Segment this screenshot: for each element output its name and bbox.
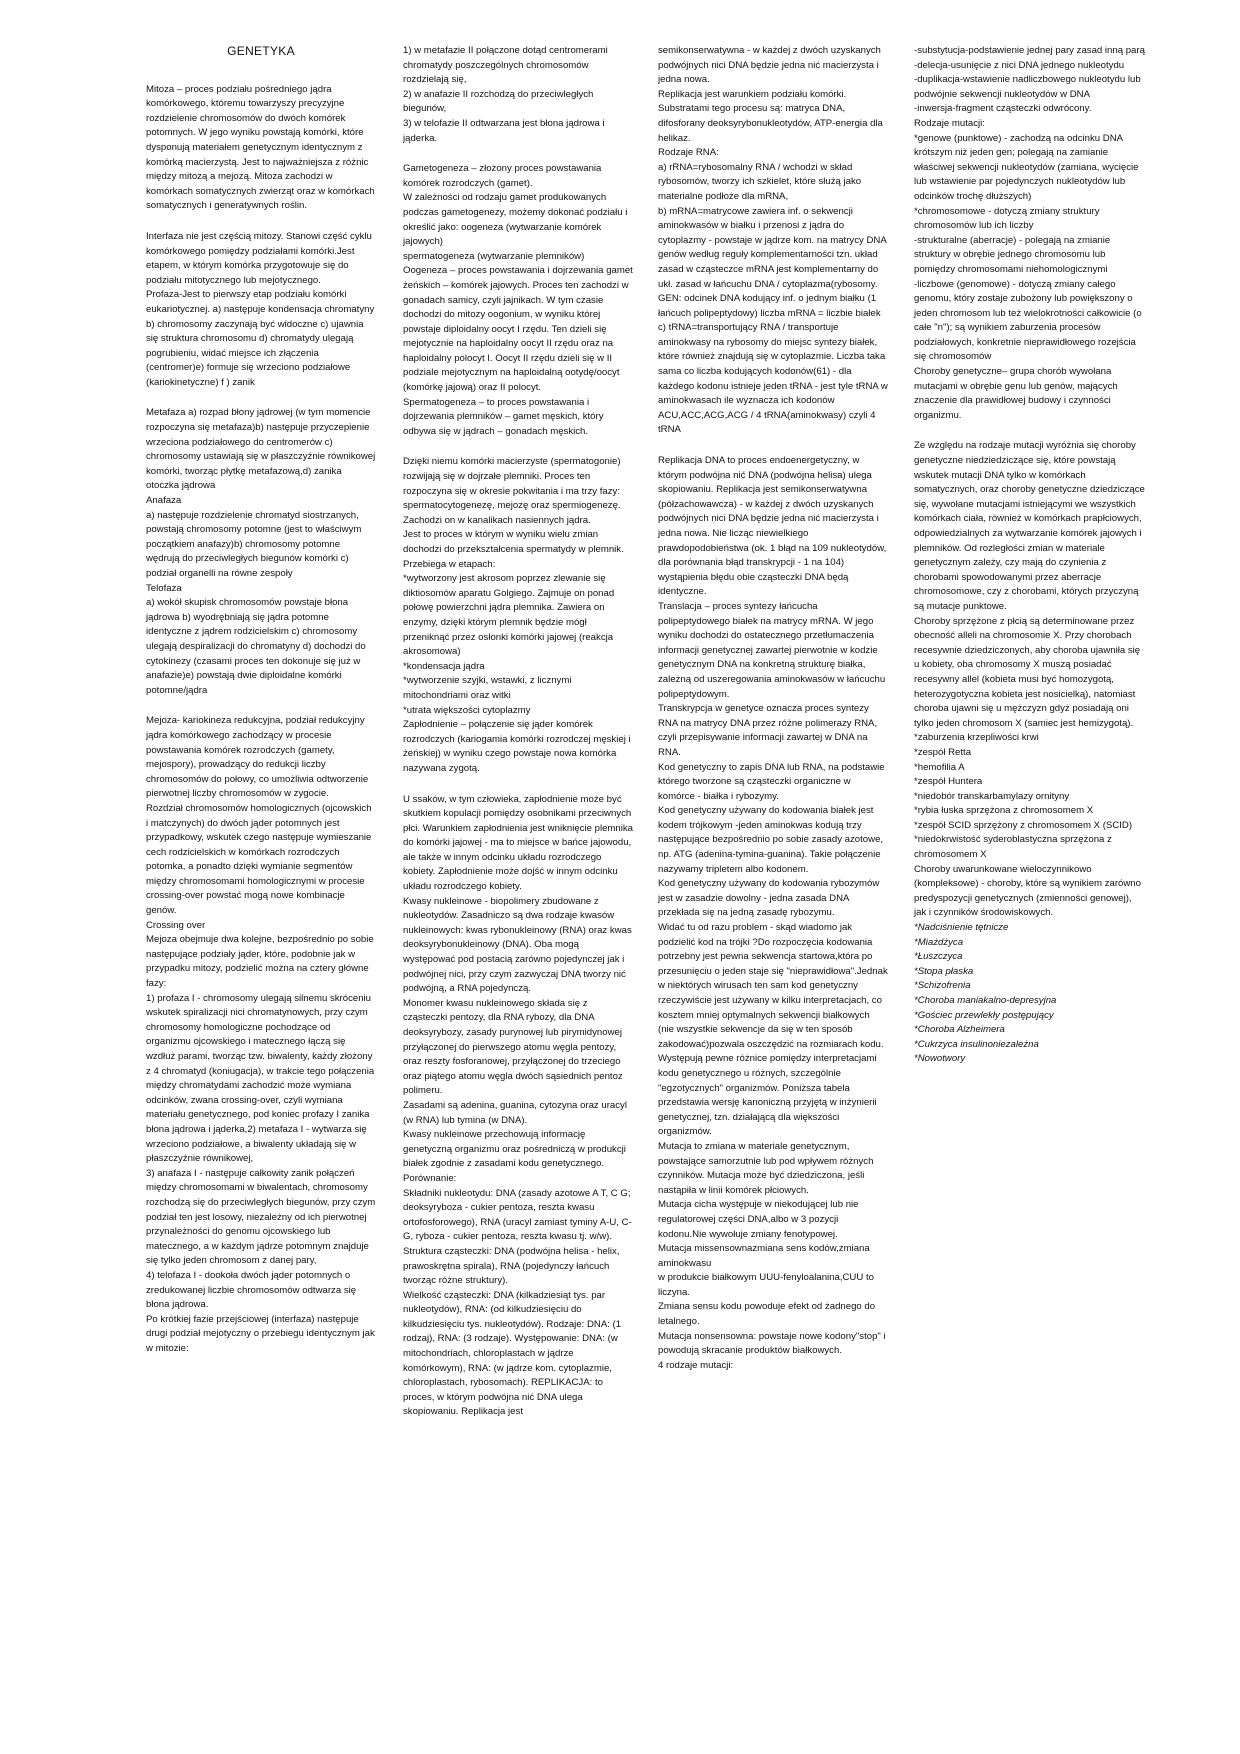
page-title: GENETYKA — [227, 44, 295, 58]
rodzaje-rna-paragraph: semikonserwatywna - w każdej z dwóch uzyskanych podwójnych nici DNA będzie jedna nić macierzysta i jedna nowa. Replikacja jest warunkiem podziału komórki. Substratami tego procesu są: matryca DNA, difosforany deoksyrybonukleotydów, ATP-energia dla helikaz. Rodzaje RNA: a) rRNA=rybosomalny RNA / wchodzi w skład rybosomów, tworzy ich szkielet, które służą jako materialne podłoże dla mRNA, b) mRNA=matrycowe zawiera inf. o sekwencji aminokwasów w białku i przenosi z jądra do cytoplazmy - powstaje w jądrze kom. na matrycy DNA genów według reguły komplementarności tzn. układ zasad w cząsteczce mRNA jest komplementarny do ukł. zasad w łańcuchu DNA / cytoplazma(rybosomy. GEN: odcinek DNA kodujący inf. o jednym białku (1 łańcuch polipeptydowy) liczba mRNA = liczbie białek c) tRNA=transportujący RNA / transportuje aminokwasy na rybosomy do miejsc syntezy białek, które również znajdują się w cytoplazmie. Liczba taka sama co liczba kodujących kodonów(61) - dla każdego kodonu istnieje jeden tRNA - jest tyle tRNA w aminokwasach ile wyznacza ich kodonów ACU,ACC,ACG,ACG / 4 tRNA(aminokwasy) czyli 4 tRNA — [658, 45, 888, 436]
metafaza-anafaza-telofaza-paragraph: Metafaza a) rozpad błony jądrowej (w tym momencie rozpoczyna się metafaza)b) następuje przyczepienie wrzeciona podziałowego do centromerów c) chromosomy ustawiają się w płaszczyźnie równikowej komórki, tworząc płytkę metafazową,d) zanika otoczka jądrowa Anafaza a) następuje rozdzielenie chromatyd siostrzanych, powstają chromosomy potomne (jest to właściwym początkiem anafazy)b) chromosomy potomne wędrują do przeciwległych biegunów komórki c) podział organelli na równe zespoły Telofaza a) wokół skupisk chromosomów powstaje błona jądrowa b) wyodrębniają się jądra potomne identyczne z jądrem rodzicielskim c) chromosomy ulegają despiralizacji do chromatyny d) dochodzi do cytokinezy (czasami proces ten dokonuje się już w anafazie)e) powstają dwie diploidalne komórki potomne/jądra — [146, 407, 376, 696]
column-2 — [403, 44, 633, 1420]
multifactorial-diseases-list: *Nadciśnienie tętnicze *Miażdżyca *Łuszczyca *Stopa płaska *Schizofrenia *Choroba maniakalno-depresyjna *Gościec przewlekły postępujący *Choroba Alzheimera *Cukrzyca insulinoniezależna *Nowotwory — [914, 922, 1057, 1065]
column-4 — [914, 44, 1146, 1067]
meiosis-ii-paragraph: 1) w metafazie II połączone dotąd centromerami chromatydy poszczególnych chromosomów rozdzielają się, 2) w anafazie II rozchodzą do przeciwległych biegunów, 3) w telofazie II odtwarzana jest błona jądrowa i jąderka. — [403, 45, 608, 144]
rodzaje-mutacji-paragraph: -substytucja-podstawienie jednej pary zasad inną parą -delecja-usunięcie z nici DNA jednego nukleotydu -duplikacja-wstawienie nadliczbowego nukleotydu lub podwójnie sekwencji nukleotydów w DNA -inwersja-fragment cząsteczki odwrócony. Rodzaje mutacji: *genowe (punktowe) - zachodzą na odcinku DNA krótszym niż jeden gen; polegają na zamianie właściwej sekwencji nukleotydów (zamiana, wycięcie lub wstawienie par pojedynczych nukleotydów lub odcinków trochę dłuższych) *chromosomowe - dotyczą zmiany struktury chromosomów lub ich liczby -strukturalne (aberracje) - polegają na zmianie struktury w obrębie jednego chromosomu lub pomiędzy chromosomami niehomologicznymi -liczbowe (genomowe) - dotyczą zmiany całego genomu, który zostaje zubożony lub powiększony o jeden chromosom lub też wielokrotności całkowicie (o całe "n"); są wynikiem zaburzenia procesów podziałowych, konkretnie nieprawidłowego rozejścia się chromosomów Choroby genetyczne– grupa chorób wywołana mutacjami w obrębie genu lub genów, mających znaczenie dla prawidłowej budowy i czynności organizmu. — [914, 45, 1145, 421]
spermiogeneza-paragraph: Dzięki niemu komórki macierzyste (spermatogonie) rozwijają się w dojrzałe plemniki. Proces ten rozpoczyna się w okresie pokwitania i ma trzy fazy: spermatocytogenezę, mejozę oraz spermiogenezę. Zachodzi on w kanalikach nasiennych jądra. Jest to proces w którym w wyniku wielu zmian dochodzi do przekształcenia spermatydy w plemnik. Przebiega w etapach: *wytworzony jest akrosom poprzez zlewanie się diktiosomów aparatu Golgiego. Zajmuje on ponad połowę powierzchni jądra plemnika. Zawiera on enzymy, dzięki którym plemnik będzie mógł przeniknąć przez osłonki komórki jajowej (reakcja akrosomowa) *kondensacja jądra *wytworzenie szyjki, wstawki, z licznymi mitochondriami oraz witki *utrata większości cytoplazmy Zapłodnienie – połączenie się jąder komórek rozrodczych (kariogamia komórki rozrodczej męskiej i żeńskiej) w wyniku czego powstaje nowa komórka nazywana zygotą. — [403, 456, 631, 774]
column-1 — [146, 44, 376, 1356]
choroby-genetyczne-paragraph: Ze względu na rodzaje mutacji wyróżnia się choroby genetyczne niedziedziczące się, które powstają wskutek mutacji DNA tylko w komórkach somatycznych, oraz choroby genetyczne dziedziczące się, wywołane mutacjami istniejącymi we wszystkich komórkach ciała, również w komórkach prapłciowych, odpowiedzialnych za wytwarzanie komórek jajowych i plemników. Od rozległości zmian w materiale genetycznym zależy, czy mają do czynienia z chorobami spowodowanymi przez aberracje chromosomowe, czy z chorobami, których przyczyną są mutacje punktowe. Choroby sprzężone z płcią są determinowane przez obecność alleli na chromosomie X. Przy chorobach recesywnie dziedziczonych, aby choroba ujawniła się u kobiety, oba chromosomy X muszą posiadać recesywny allel (kobieta musi być homozygotą, heterozygotyczna kobieta jest nosicielką), natomiast choroba ujawni się u mężczyzn gdyż posiadają oni tylko jeden chromosom X (samiec jest hemizygotą). *zaburzenia krzepliwości krwi *zespół Retta *hemofilia A *zespół Huntera *niedobór transkarbamylazy ornityny *rybia łuska sprzężona z chromosomem X *zespół SCID sprzężony z chromosomem X (SCID) *niedokrwistość syderoblastyczna sprzężona z chromosomem X Choroby uwarunkowane wieloczynnikowo (kompleksowe) - choroby, które są wynikiem zarówno predyspozycji genetycznych (zmienności genowej), jak i czynników środowiskowych. — [914, 440, 1145, 919]
column-3 — [658, 44, 888, 1373]
mitoza-paragraph: Mitoza – proces podziału pośredniego jądra komórkowego, któremu towarzyszy precyzyjne rozdzielenie chromosomów do dwóch komórek potomnych. W jego wyniku powstają komórki, które dysponują materiałem genetycznym identycznym z komórką macierzystą. Jest to najważniejsza z różnic między mitozą a mejozą. Mitoza zachodzi w komórkach somatycznych zwierząt oraz w komórkach somatycznych i generatywnych roślin. — [146, 83, 375, 212]
mejoza-paragraph: Mejoza- kariokineza redukcyjna, podział redukcyjny jądra komórkowego zachodzący w procesie powstawania komórek rozrodczych (gamety, mejospory), prowadzący do redukcji liczby chromosomów do połowy, co umożliwia odtworzenie pierwotnej liczby chromosomów w zygocie. Rozdział chromosomów homologicznych (ojcowskich i matczynych) do dwóch jąder potomnych jest przypadkowy, wskutek czego następuje wymieszanie cech rodzicielskich w komórkach rozrodczych potomka, a ponadto dzięki wymianie segmentów między chromosomami homologicznymi w procesie crossing-over powstać mogą nowe kombinacje genów. Crossing over Mejoza obejmuje dwa kolejne, bezpośrednio po sobie następujące podziały jąder, które, podobnie jak w przypadku mitozy, podzielić można na cztery główne fazy: 1) profaza I - chromosomy ulegają silnemu skróceniu wskutek spiralizacji nici chromatynowych, przy czym chromosomy homologiczne pochodzące od organizmu ojcowskiego i matecznego łączą się wzdłuż parami, tworząc tzw. biwalenty, każdy złożony z 4 chromatyd (koniugacja), w trakcie tego połączenia między chromatydami zachodzić może wymiana odcinków, zwana crossing-over, czyli wymiana materiału genetycznego, pod koniec profazy I zanika błona jądrowa i jąderka,2) metafaza I - wytwarza się wrzeciono podziałowe, a biwalenty układają się w płaszczyźnie równikowej, 3) anafaza I - następuje całkowity zanik połączeń między chromosomami w biwalentach, chromosomy rozchodzą się do przeciwległych biegunów, przy czym podział ten jest losowy, niezależny od ich pierwotnej przynależności do genomu ojcowskiego lub matecznego, a w każdym jądrze potomnym znajduje się tylko jeden chromosom z danej pary, 4) telofaza I - dookoła dwóch jąder potomnych o zredukowanej liczbie chromosomów odtwarza się błona jądrowa. Po krótkiej fazie przejściowej (interfaza) następuje drugi podział mejotyczny o przebiegu identycznym jak w mitozie: — [146, 715, 376, 1354]
kwasy-nukleinowe-paragraph: U ssaków, w tym człowieka, zapłodnienie może być skutkiem kopulacji pomiędzy osobnikami przeciwnych płci. Warunkiem zapłodnienia jest wniknięcie plemnika do komórki jajowej - ma to miejsce w bańce jajowodu, ale także w innym odcinku układu rozrodczego kobiety. Zapłodnienie może dojść w innym odcinku układu rozrodczego kobiety. Kwasy nukleinowe - biopolimery zbudowane z nukleotydów. Zasadniczo są dwa rodzaje kwasów nukleinowych: kwas rybonukleinowy (RNA) oraz kwas deoksyrybonukleinowy (DNA). Oba mogą występować pod postacią zarówno pojedynczej jak i podwójnej nici, przy czym zazwyczaj DNA tworzy nić podwójną, a RNA pojedynczą. Monomer kwasu nukleinowego składa się z cząsteczki pentozy, dla RNA rybozy, dla DNA deoksyrybozy, zasady purynowej lub pirymidynowej przyłączonej do pierwszego atomu węgla pentozy, oraz reszty fosforanowej, przyłączonej do trzeciego oraz piątego atomu węgla dwóch sąsiednich pentoz polimeru. Zasadami są adenina, guanina, cytozyna oraz uracyl (w RNA) lub tymina (w DNA). Kwasy nukleinowe przechowują informację genetyczną organizmu oraz pośredniczą w produkcji białek zgodnie z zasadami kodu genetycznego. Porównanie: Składniki nukleotydu: DNA (zasady azotowe A T, C G; deoksyryboza - cukier pentoza, reszta kwasu ortofosforowego), RNA (uracyl zamiast tyminy A-U, C-G, ryboza - cukier pentoza, reszta kwasu tj. w/w). Struktura cząsteczki: DNA (podwójna helisa - helix, prawoskrętna spirala), RNA (pojedynczy łańcuch tworząc różne struktury). Wielkość cząsteczki: DNA (kilkadziesiąt tys. par nukleotydów), RNA: (od kilkudziesięciu do kilkudziesięciu tys. nukleotydów). Rodzaje: DNA: (1 rodzaj), RNA: (3 rodzaje). Występowanie: DNA: (w mitochondriach, chloroplastach w jądrze komórkowym), RNA: (w jądrze kom. cytoplazmie, chloroplastach, rybosomach). REPLIKACJA: to proces, w którym podwójna nić DNA ulega skopiowaniu. Replikacja jest — [403, 793, 634, 1418]
gametogeneza-paragraph: Gametogeneza – złożony proces powstawania komórek rozrodczych (gamet). W zależności od rodzaju gamet produkowanych podczas gametogenezy, możemy dokonać podziału i określić jako: oogeneza (wytwarzanie komórek jajowych) spermatogeneza (wytwarzanie plemników) Oogeneza – proces powstawania i dojrzewania gamet żeńskich – komórek jajowych. Proces ten zachodzi w gonadach samicy, czyli jajnikach. W tym czasie dochodzi do mitozy oogonium, w wyniku której powstaje diploidalny oocyt I rzędu. Ten dzieli się mejotycznie na haploidalny oocyt II rzędu oraz na haploidalny polocyt I. Oocyt II rzędu dzieli się w II podziale mejotycznym na haploidalną ootydę/oocyt (komórkę jajową) oraz II polocyt. Spermatogeneza – to proces powstawania i dojrzewania plemników – gamet męskich, który odbywa się w jądrach – gonadach męskich. — [403, 163, 633, 437]
replikacja-mutacje-paragraph: Replikacja DNA to proces endoenergetyczny, w którym podwójna nić DNA (podwójna helisa) ulega skopiowaniu. Replikacja jest semikonserwatywna (półzachowawcza) - w każdej z dwóch uzyskanych podwójnych nici DNA będzie jedna nić macierzysta i jedna nowa. Nie licząc niewielkiego prawdopodobieństwa (ok. 1 błąd na 109 nukleotydów, dla porównania błąd transkrypcji - 1 na 104) wystąpienia błędu obie cząsteczki DNA będą identyczne. Translacja – proces syntezy łańcucha polipeptydowego białek na matrycy mRNA. W jego wyniku dochodzi do ostatecznego przetłumaczenia informacji genetycznej zawartej pierwotnie w kodzie genetycznym DNA na konkretną strukturę białka, zależną od uszeregowania aminokwasów w łańcuchu polipeptydowym. Transkrypcja w genetyce oznacza proces syntezy RNA na matrycy DNA przez różne polimerazy RNA, czyli przepisywanie informacji zawartej w DNA na RNA. Kod genetyczny to zapis DNA lub RNA, na podstawie którego tworzone są cząsteczki organiczne w komórce - białka i rybozymy. Kod genetyczny używany do kodowania białek jest kodem trójkowym -jeden aminokwas kodują trzy następujące bezpośrednio po sobie zasady azotowe, np. ATG (adenina-tymina-guanina). Takie połączenie nazywamy tripletem albo kodonem. Kod genetyczny używany do kodowania rybozymów jest w zasadzie dowolny - jedna zasada DNA przekłada się na jedną zasadę rybozymu. Widać tu od razu problem - skąd wiadomo jak podzielić kod na trójki ?Do rozpoczęcia kodowania potrzebny jest pewna sekwencja startowa,która po przesunięciu o jeden staje się "nieprawidłowa".Jednak w niektórych wirusach ten sam kod genetyczny rzeczywiście jest używany w kilku interpretacjach, co kosztem mniej optymalnych sekwencji białkowych (nie wszystkie sekwencje da się w ten sposób zakodować)pozwala oszczędzić na rozmiarach kodu. Występują pewne różnice pomiędzy interpretacjami kodu genetycznego u różnych, szczególnie "egzotycznych" organizmów. Poniższa tabela przedstawia wersję kanoniczną przyjętą w inżynierii genetycznej, tzn. działającą dla większości organizmów. Mutacja to zmiana w materiale genetycznym, powstające samorzutnie lub pod wpływem różnych czynników. Mutacja może być dziedziczona, jeśli nastąpiła w linii komórek płciowych. Mutacja cicha występuje w niekodującej lub nie regulatorowej części DNA,albo w 3 pozycji kodonu.Nie wywołuje zmiany fenotypowej. Mutacja missensownazmiana sens kodów,zmiana aminokwasu w produkcie białkowym UUU-fenyloalanina,CUU to liczyna. Zmiana sensu kodu powoduje efekt od żadnego do letalnego. Mutacja nonsensowna: powstaje nowe kodony"stop" i powodują skracanie produktów białkowych. 4 rodzaje mutacji: — [658, 455, 888, 1371]
interfaza-profaza-paragraph: Interfaza nie jest częścią mitozy. Stanowi część cyklu komórkowego pomiędzy podziałami komórki.Jest etapem, w którym komórka przygotowuje się do podziału mitotycznego lub mejotycznego. Profaza-Jest to pierwszy etap podziału komórki eukariotycznej. a) następuje kondensacja chromatyny b) chromosomy zaczynają być widoczne c) ujawnia się struktura chromosomu d) chromatydy ulegają pogrubieniu, widać miejsce ich złączenia (centromer)e) formuje się wrzeciono podziałowe (kariokinetyczne) f ) zanik — [146, 230, 375, 388]
